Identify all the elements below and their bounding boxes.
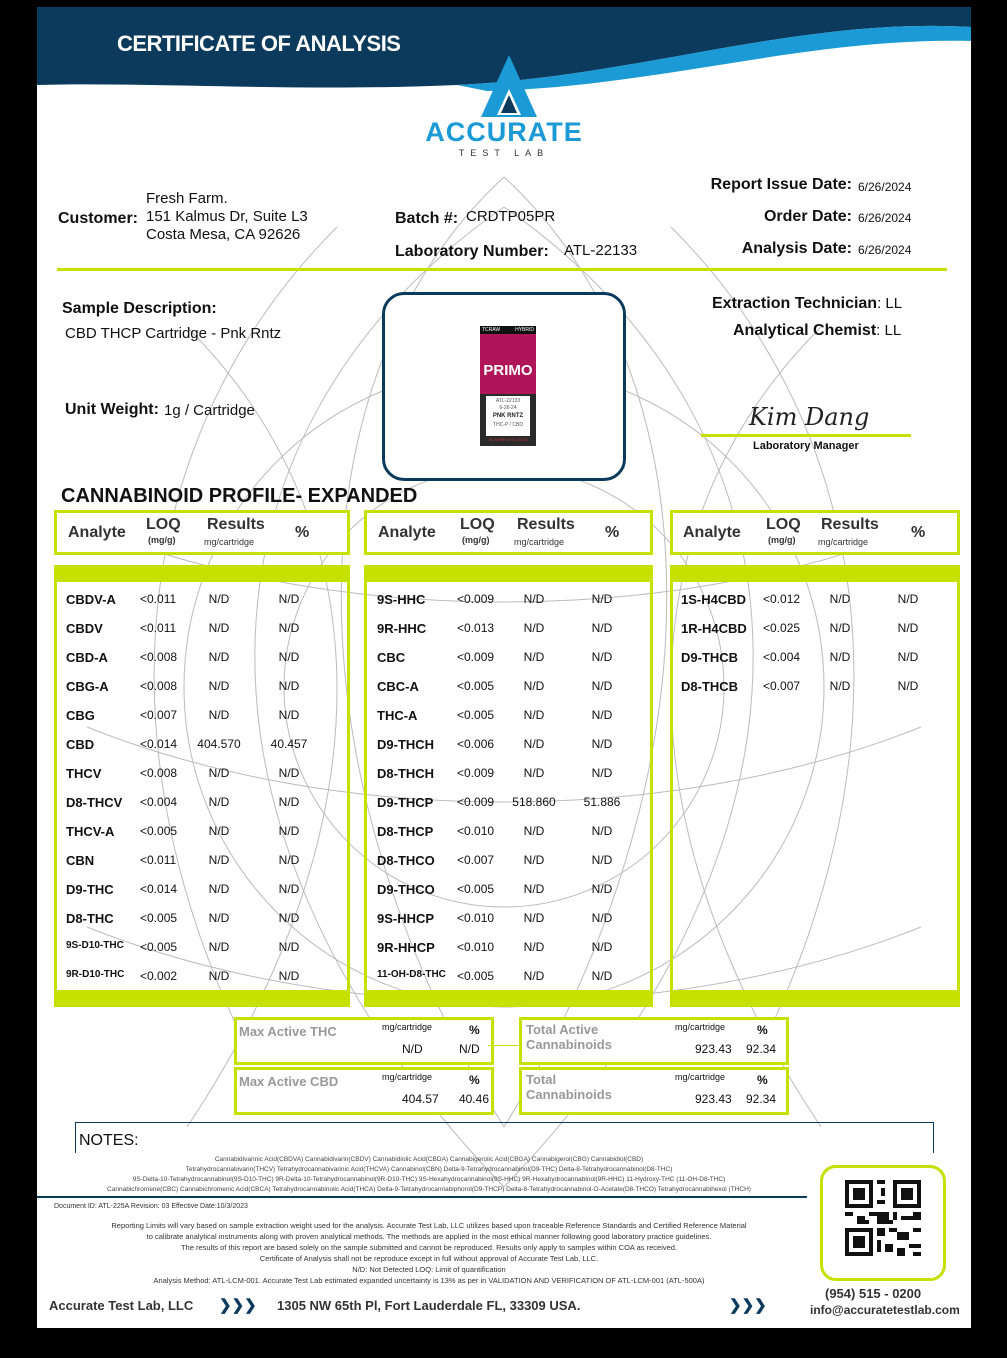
- result-value: N/D: [523, 679, 545, 693]
- analyte-name: 1R-H4CBD: [681, 621, 747, 636]
- loq-value: <0.005: [457, 679, 495, 693]
- table-row: [54, 648, 344, 668]
- result-value: N/D: [208, 708, 230, 722]
- header-results: Results: [821, 516, 879, 533]
- table-row: [364, 619, 647, 639]
- result-value: N/D: [208, 650, 230, 664]
- table-row: [670, 590, 954, 610]
- percent-value: N/D: [591, 592, 613, 606]
- percent-value: N/D: [591, 766, 613, 780]
- customer-name: Fresh Farm.: [146, 190, 228, 207]
- table-bottom-bar-1: [57, 990, 347, 1004]
- loq-value: <0.014: [140, 882, 178, 896]
- percent-value: N/D: [278, 592, 300, 606]
- notes-divider: [37, 1196, 807, 1198]
- table-row: [670, 619, 954, 639]
- summary-unit: mg/cartridge: [675, 1022, 726, 1032]
- disclaimer-1: Reporting Limits will vary based on sample extraction weight used for the analysis. Accurate Test Lab, LLC utilizes based upon traceable Reference Standards and Certified Reference Material: [111, 1221, 747, 1230]
- analyte-name: 9S-D10-THC: [66, 940, 124, 951]
- table-row: [54, 706, 344, 726]
- summary-unit: mg/cartridge: [382, 1022, 433, 1032]
- result-value: N/D: [523, 882, 545, 896]
- percent-value: N/D: [278, 708, 300, 722]
- signature-line: [701, 434, 911, 437]
- analyte-name: D9-THCO: [377, 882, 435, 897]
- result-value: N/D: [208, 824, 230, 838]
- result-value: N/D: [523, 911, 545, 925]
- result-value: N/D: [208, 592, 230, 606]
- analysis-date-label: Analysis Date:: [741, 240, 852, 257]
- sample-photo: [382, 292, 626, 481]
- table-bottom-bar-3: [673, 990, 957, 1004]
- table-row: [670, 677, 954, 697]
- loq-value: <0.011: [140, 592, 177, 606]
- result-value: N/D: [523, 969, 545, 983]
- table-row: [54, 764, 344, 784]
- logo-name: ACCURATE: [425, 117, 583, 147]
- report-issue-date: 6/26/2024: [858, 180, 912, 194]
- analyte-name: 9S-HHC: [377, 592, 426, 607]
- disclaimer-3: The results of this report are based solely on the sample submitted and cannot be reproduced. Results only apply to samples within COA as received.: [180, 1243, 678, 1252]
- table-row: [364, 706, 647, 726]
- table-row: [54, 619, 344, 639]
- analyte-name: 9R-D10-THC: [66, 969, 125, 980]
- header-results: Results: [517, 516, 575, 533]
- unit-weight-label: Unit Weight:: [65, 401, 159, 418]
- loq-value: <0.007: [140, 708, 178, 722]
- header-loq: LOQ: [146, 516, 181, 533]
- report-issue-date-label: Report Issue Date:: [710, 176, 852, 193]
- logo-subtitle: TEST LAB: [458, 148, 550, 158]
- analyte-name: THCV-A: [66, 824, 115, 839]
- header-loq-unit: (mg/g): [462, 535, 490, 545]
- loq-value: <0.005: [140, 940, 178, 954]
- loq-value: <0.008: [140, 679, 178, 693]
- table-row: [364, 590, 647, 610]
- percent-value: N/D: [591, 708, 613, 722]
- result-value: N/D: [523, 824, 545, 838]
- notes-legend-3: 9S-Delta-10-Tetrahydrocannabinol(9S-D10-THC) 9R-Delta-10-Tetrahydrocannabinol(9R-D10-THC) 9S-Hexahydrocannabinol(9S-HHC) 9R-Hexahydrocannabinol(9R-HHC) 11-Hydroxy-THC (11-OH-D8-THC): [132, 1176, 726, 1183]
- percent-value: N/D: [278, 969, 300, 983]
- result-value: N/D: [208, 766, 230, 780]
- analyte-name: D9-THCH: [377, 737, 435, 752]
- sample-description-label: Sample Description:: [62, 300, 217, 317]
- table-bottom-bar-2: [367, 990, 650, 1004]
- summary-label: Total Cannabinoids: [526, 1072, 612, 1102]
- table-top-bar-2: [367, 568, 650, 582]
- percent-value: 51.886: [583, 795, 621, 809]
- coa-page: [37, 7, 971, 1328]
- result-value: N/D: [208, 621, 230, 635]
- result-value: N/D: [208, 911, 230, 925]
- loq-value: <0.014: [140, 737, 178, 751]
- loq-value: <0.009: [457, 650, 495, 664]
- percent-value: N/D: [278, 911, 300, 925]
- signature-title: Laboratory Manager: [753, 440, 859, 452]
- header-percent: %: [605, 524, 620, 541]
- lab-number-value: ATL-22133: [564, 242, 638, 259]
- summary-label: Total Active Cannabinoids: [526, 1022, 612, 1052]
- result-value: N/D: [208, 853, 230, 867]
- analyte-name: 11-OH-D8-THC: [377, 969, 446, 980]
- analyte-name: CBD-A: [66, 650, 108, 665]
- summary-value: 923.43: [695, 1092, 732, 1106]
- loq-value: <0.005: [457, 969, 495, 983]
- analyte-name: CBN: [66, 853, 95, 868]
- result-value: N/D: [523, 940, 545, 954]
- summary-value: 923.43: [695, 1042, 732, 1056]
- header-analyte: Analyte: [68, 524, 126, 541]
- summary-unit: mg/cartridge: [382, 1072, 433, 1082]
- table-row: [54, 590, 344, 610]
- header-percent: %: [911, 524, 926, 541]
- percent-value: N/D: [897, 679, 919, 693]
- summary-percent-label: %: [757, 1073, 768, 1087]
- loq-value: <0.005: [457, 708, 495, 722]
- header-analyte: Analyte: [378, 524, 436, 541]
- loq-value: <0.010: [457, 911, 495, 925]
- loq-value: <0.004: [763, 650, 801, 664]
- notes-legend-1: Cannabidivarinic Acid(CBDVA) Cannabidivarin(CBDV) Cannabidiolic Acid(CBDA) Cannabigerolic Acid(CBGA) Cannabigerol(CBG) Cannabidiol(CBD): [214, 1156, 644, 1163]
- analyte-name: THC-A: [377, 708, 418, 723]
- notes-label: NOTES:: [79, 1132, 139, 1149]
- footer-address: 1305 NW 65th Pl, Fort Lauderdale FL, 33309 USA.: [277, 1298, 581, 1313]
- percent-value: N/D: [591, 650, 613, 664]
- header-divider: [57, 268, 947, 271]
- summary-connector: [488, 1045, 519, 1046]
- result-value: N/D: [523, 650, 545, 664]
- analyte-name: CBDV-A: [66, 592, 116, 607]
- analyte-name: CBDV: [66, 621, 103, 636]
- header-results-unit: mg/cartridge: [514, 537, 565, 547]
- summary-percent: 92.34: [746, 1092, 777, 1106]
- customer-address-line2: Costa Mesa, CA 92626: [146, 226, 301, 243]
- analyte-name: CBC: [377, 650, 406, 665]
- percent-value: N/D: [897, 650, 919, 664]
- table-row: [54, 735, 344, 755]
- loq-value: <0.013: [457, 621, 495, 635]
- result-value: N/D: [523, 592, 545, 606]
- loq-value: <0.007: [457, 853, 495, 867]
- result-value: N/D: [523, 708, 545, 722]
- table-row: [54, 938, 344, 958]
- result-value: 404.570: [197, 737, 241, 751]
- summary-percent-label: %: [469, 1023, 480, 1037]
- signature: Kim Dang: [749, 403, 870, 431]
- disclaimer-5: N/D: Not Detected LOQ: Limit of quantification: [352, 1265, 506, 1274]
- table-row: [364, 764, 647, 784]
- analyte-name: CBG: [66, 708, 95, 723]
- table-row: [364, 938, 647, 958]
- customer-address-line1: 151 Kalmus Dr, Suite L3: [146, 208, 308, 225]
- percent-value: N/D: [591, 911, 613, 925]
- percent-value: N/D: [591, 679, 613, 693]
- table-row: [364, 735, 647, 755]
- analyte-name: D8-THCP: [377, 824, 434, 839]
- cartridge-package: TCRAW HYBRID PRIMO ATL-22133 6-26-24 PNK RNTZ THC-P / CBD NO MORE LIKE CLOUD: [480, 326, 536, 446]
- document-title: CERTIFICATE OF ANALYSIS: [117, 31, 401, 56]
- qr-code-box: [820, 1165, 946, 1281]
- result-value: N/D: [208, 795, 230, 809]
- header-percent: %: [295, 524, 310, 541]
- unit-weight: 1g / Cartridge: [164, 402, 255, 419]
- percent-value: N/D: [278, 650, 300, 664]
- loq-value: <0.025: [763, 621, 801, 635]
- disclaimer-6: Analysis Method: ATL-LCM-001. Accurate Test Lab estimated expanded uncertainty is 13% as per in VALIDATION AND VERIFICATION OF ATL-LCM-001 (ATL-500A): [153, 1276, 705, 1285]
- result-value: N/D: [208, 882, 230, 896]
- loq-value: <0.008: [140, 766, 178, 780]
- analyte-name: D9-THCB: [681, 650, 739, 665]
- sample-description: CBD THCP Cartridge - Pnk Rntz: [65, 325, 282, 342]
- loq-value: <0.012: [763, 592, 801, 606]
- percent-value: N/D: [278, 853, 300, 867]
- percent-value: N/D: [278, 621, 300, 635]
- analyte-name: 9R-HHC: [377, 621, 427, 636]
- percent-value: N/D: [591, 969, 613, 983]
- loq-value: <0.007: [763, 679, 801, 693]
- summary-box-2: [234, 1067, 494, 1115]
- result-value: N/D: [829, 650, 851, 664]
- header-analyte: Analyte: [683, 524, 741, 541]
- loq-value: <0.009: [457, 592, 495, 606]
- percent-value: N/D: [278, 766, 300, 780]
- percent-value: N/D: [278, 940, 300, 954]
- loq-value: <0.009: [457, 766, 495, 780]
- header-results-unit: mg/cartridge: [204, 537, 255, 547]
- footer-arrows-icon: ❯❯❯: [219, 1297, 257, 1314]
- table-top-bar-3: [673, 568, 957, 582]
- summary-unit: mg/cartridge: [675, 1072, 726, 1082]
- loq-value: <0.005: [140, 911, 178, 925]
- header-loq-unit: (mg/g): [148, 535, 176, 545]
- disclaimer-2: to calibrate analytical instruments along with proven analytical methods. The methods are applied in the most ethical manner following good laboratory practice guidelines.: [146, 1232, 712, 1241]
- footer-phone: (954) 515 - 0200: [825, 1286, 922, 1301]
- loq-value: <0.010: [457, 824, 495, 838]
- footer-email[interactable]: info@accuratetestlab.com: [810, 1303, 960, 1317]
- footer-company: Accurate Test Lab, LLC: [49, 1298, 194, 1313]
- result-value: N/D: [208, 940, 230, 954]
- analyte-name: D8-THCB: [681, 679, 739, 694]
- analyte-name: THCV: [66, 766, 102, 781]
- extraction-technician: Extraction Technician: LL: [712, 295, 903, 312]
- loq-value: <0.005: [457, 882, 495, 896]
- table-row: [670, 648, 954, 668]
- result-value: 518.860: [512, 795, 556, 809]
- loq-value: <0.010: [457, 940, 495, 954]
- loq-value: <0.002: [140, 969, 178, 983]
- table-row: [364, 648, 647, 668]
- loq-value: <0.004: [140, 795, 178, 809]
- analyte-name: D8-THCH: [377, 766, 435, 781]
- notes-box: [75, 1122, 934, 1153]
- table-header-2: [364, 510, 653, 555]
- customer-label: Customer:: [58, 210, 139, 227]
- footer-arrows-icon-2: ❯❯❯: [729, 1297, 767, 1314]
- analyte-name: D9-THCP: [377, 795, 434, 810]
- loq-value: <0.011: [140, 853, 177, 867]
- analyte-name: CBD: [66, 737, 95, 752]
- table-header-3: [670, 510, 960, 555]
- table-row: [54, 880, 344, 900]
- analyte-name: CBC-A: [377, 679, 419, 694]
- percent-value: N/D: [278, 679, 300, 693]
- result-value: N/D: [829, 592, 851, 606]
- batch-label: Batch #:: [395, 210, 459, 227]
- profile-title: CANNABINOID PROFILE- EXPANDED: [61, 485, 418, 507]
- order-date-label: Order Date:: [763, 208, 852, 225]
- lab-number-label: Laboratory Number:: [395, 243, 549, 260]
- result-value: N/D: [829, 679, 851, 693]
- percent-value: 40.457: [270, 737, 308, 751]
- analyte-name: 9R-HHCP: [377, 940, 435, 955]
- result-value: N/D: [523, 737, 545, 751]
- header-loq: LOQ: [766, 516, 801, 533]
- table-top-bar-1: [57, 568, 347, 582]
- summary-label: Max Active CBD: [239, 1074, 339, 1089]
- table-row: [364, 909, 647, 929]
- percent-value: N/D: [278, 882, 300, 896]
- document-info: Document ID: ATL-225A Revision: 03 Effective Date:10/3/2023: [54, 1203, 248, 1210]
- loq-value: <0.005: [140, 824, 178, 838]
- loq-value: <0.006: [457, 737, 495, 751]
- header-loq-unit: (mg/g): [768, 535, 796, 545]
- qr-code-icon[interactable]: [845, 1180, 921, 1256]
- loq-value: <0.009: [457, 795, 495, 809]
- header-results-unit: mg/cartridge: [818, 537, 869, 547]
- notes-legend-2: Tetrahydrocannabivarin(THCV) Tetrahydrocannabivarinic Acid(THCVA) Cannabinol(CBN) Delta-9-Tetrahydrocannabinol(D9-THC) Delta-8-Tetrahydrocannabinol(D8-THC): [185, 1166, 673, 1173]
- percent-value: N/D: [897, 592, 919, 606]
- summary-box-4: [519, 1067, 789, 1115]
- table-row: [54, 967, 344, 987]
- summary-percent: 92.34: [746, 1042, 777, 1056]
- summary-percent-label: %: [757, 1023, 768, 1037]
- result-value: N/D: [208, 679, 230, 693]
- table-row: [364, 793, 647, 813]
- result-value: N/D: [523, 853, 545, 867]
- percent-value: N/D: [591, 853, 613, 867]
- table-row: [364, 880, 647, 900]
- notes-legend-4: Cannabichromene(CBC) Cannabichromenic Acid(CBCA) Tetrahydrocannabinolic Acid(THCA) Delta-9-Tetrahydrocannabiphorol(D9-THCP) Delta-8-Tetrahydrocannabinol-O-Acetate(D8-THCO) Tetrahydrocannabihexol (THCH): [107, 1186, 751, 1193]
- analyte-name: D8-THCO: [377, 853, 435, 868]
- table-row: [54, 793, 344, 813]
- analysis-date: 6/26/2024: [858, 243, 912, 257]
- order-date: 6/26/2024: [858, 211, 912, 225]
- header-results: Results: [207, 516, 265, 533]
- percent-value: N/D: [591, 824, 613, 838]
- analyte-name: 9S-HHCP: [377, 911, 435, 926]
- result-value: N/D: [523, 621, 545, 635]
- analyte-name: D8-THC: [66, 911, 114, 926]
- loq-value: <0.008: [140, 650, 178, 664]
- table-row: [364, 822, 647, 842]
- header-loq: LOQ: [460, 516, 495, 533]
- summary-value: 404.57: [402, 1092, 439, 1106]
- table-row: [364, 851, 647, 871]
- triangle-logo-icon: [481, 55, 537, 117]
- percent-value: N/D: [278, 795, 300, 809]
- table-row: [364, 967, 647, 987]
- summary-box-1: [234, 1017, 494, 1065]
- summary-percent-label: %: [469, 1073, 480, 1087]
- table-header-1: [54, 510, 350, 555]
- result-value: N/D: [829, 621, 851, 635]
- percent-value: N/D: [591, 882, 613, 896]
- result-value: N/D: [523, 766, 545, 780]
- batch-value: CRDTP05PR: [466, 208, 556, 225]
- loq-value: <0.011: [140, 621, 177, 635]
- analytical-chemist: Analytical Chemist: LL: [733, 322, 902, 339]
- analyte-name: D9-THC: [66, 882, 114, 897]
- analyte-name: 1S-H4CBD: [681, 592, 747, 607]
- summary-percent: N/D: [459, 1042, 480, 1056]
- percent-value: N/D: [897, 621, 919, 635]
- analyte-name: CBG-A: [66, 679, 109, 694]
- summary-box-3: [519, 1017, 789, 1065]
- summary-label: Max Active THC: [239, 1024, 337, 1039]
- summary-value: N/D: [402, 1042, 423, 1056]
- percent-value: N/D: [591, 737, 613, 751]
- percent-value: N/D: [278, 824, 300, 838]
- summary-percent: 40.46: [459, 1092, 490, 1106]
- table-row: [364, 677, 647, 697]
- table-row: [54, 909, 344, 929]
- table-row: [54, 677, 344, 697]
- percent-value: N/D: [591, 940, 613, 954]
- table-row: [54, 851, 344, 871]
- percent-value: N/D: [591, 621, 613, 635]
- result-value: N/D: [208, 969, 230, 983]
- table-row: [54, 822, 344, 842]
- disclaimer-4: Certificate of Analysis shall not be reproduce except in full without approval of Accurate Test Lab, LLC.: [259, 1254, 599, 1263]
- analyte-name: D8-THCV: [66, 795, 123, 810]
